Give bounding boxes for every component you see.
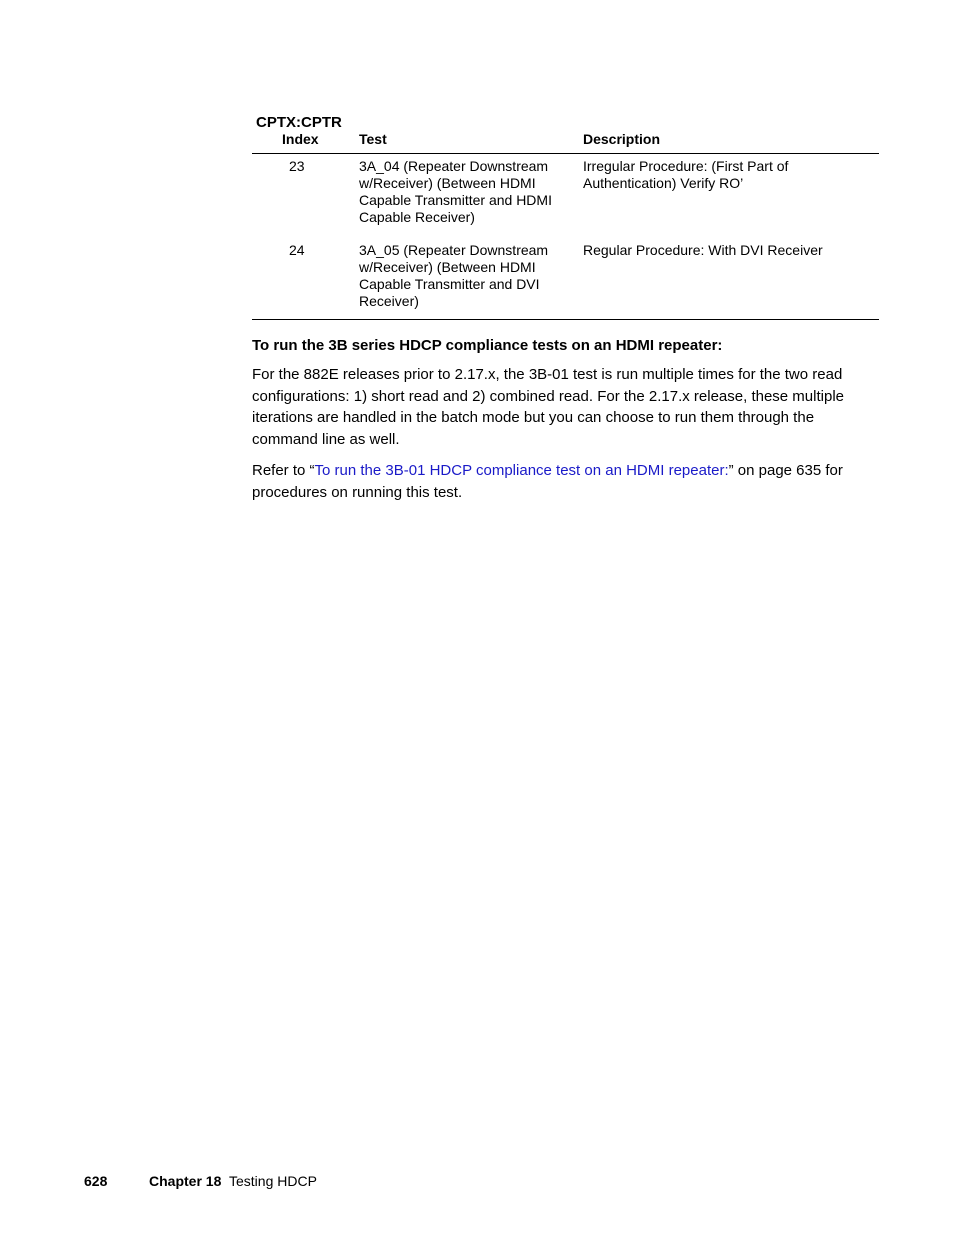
row-index: 23: [289, 158, 305, 174]
test-index-table: [252, 114, 879, 320]
procedure-paragraph-2: [252, 460, 879, 503]
header-description: Description: [583, 114, 879, 154]
page-content: [252, 114, 879, 503]
paragraph-2-suffix: ” on page 635 for procedures on running this test.: [252, 461, 843, 501]
page-number: 628: [84, 1173, 108, 1189]
table-header-row: [252, 114, 879, 154]
header-index-line1: CPTX:CPTR: [256, 114, 342, 131]
row-index: 24: [252, 238, 359, 320]
row-test: 3A_04 (Repeater Downstream w/Receiver) (Between HDMI Capable Transmitter and HDMI Capable Receiver): [359, 158, 552, 225]
table-row: [252, 154, 879, 239]
row-test: 3A_05 (Repeater Downstream w/Receiver) (Between HDMI Capable Transmitter and DVI Receiver): [359, 238, 583, 320]
paragraph-2-prefix: Refer to “: [252, 461, 315, 479]
chapter-title: Testing HDCP: [229, 1173, 317, 1189]
row-description: Irregular Procedure: (First Part of Authentication) Verify RO’: [583, 158, 789, 191]
procedure-heading: To run the 3B series HDCP compliance tests on an HDMI repeater:: [252, 337, 723, 354]
chapter-label: Chapter 18: [149, 1173, 222, 1189]
header-test: Test: [359, 114, 583, 154]
header-index: [252, 114, 359, 154]
page-footer: [84, 1173, 317, 1190]
header-index-line2: Index: [282, 131, 319, 147]
procedure-paragraph-1: For the 882E releases prior to 2.17.x, the 3B-01 test is run multiple times for the two read configurations: 1) short read and 2) combined read. For the 2.17.x release, these multiple iterations are handled in the batch mode but you can choose to run them through the command line as well.: [252, 366, 844, 449]
row-description: Regular Procedure: With DVI Receiver: [583, 238, 879, 320]
table-row: [252, 238, 879, 320]
cross-reference-link[interactable]: To run the 3B-01 HDCP compliance test on an HDMI repeater:: [314, 461, 729, 479]
